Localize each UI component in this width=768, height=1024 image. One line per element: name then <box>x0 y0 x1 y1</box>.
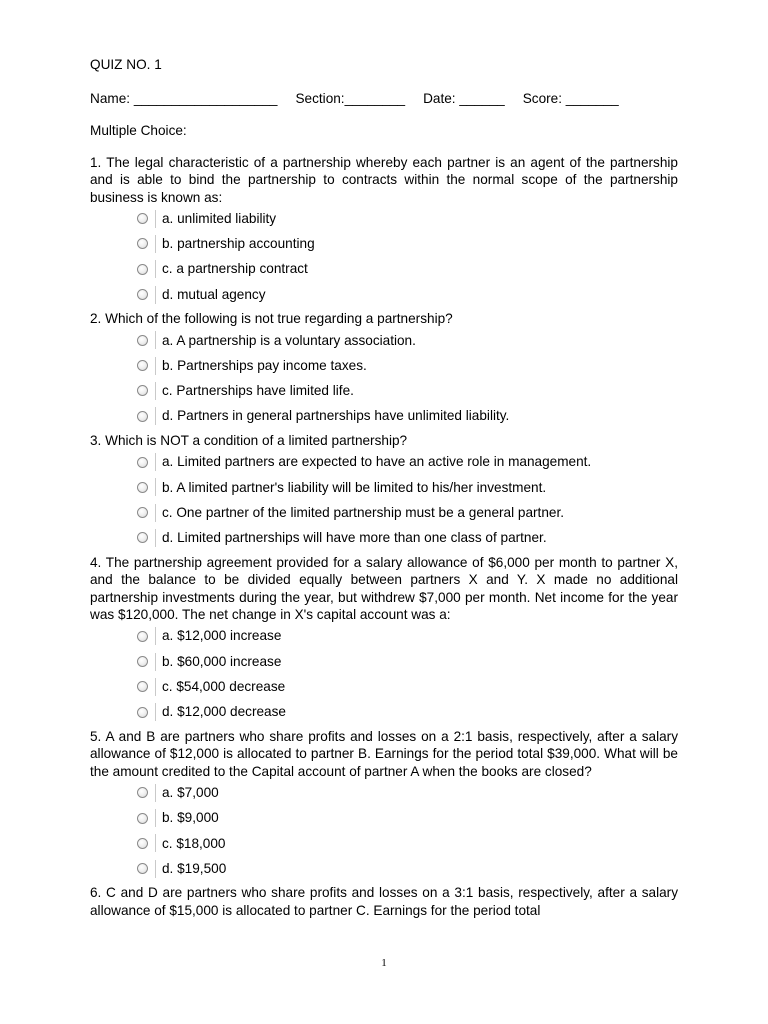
radio-button[interactable] <box>133 703 156 721</box>
radio-circle-icon <box>137 335 148 346</box>
answer-option-label: d. Partners in general partnerships have unlimited liability. <box>162 408 510 424</box>
question-text: 4. The partnership agreement provided for a salary allowance of $6,000 per month to partner X, and the balance to be divided equally between partners X and Y. X made no additional partnership investments during the year, but withdrew $7,000 per month. Net income for the year was $120,000. The net change in X's capital account was a: <box>90 554 678 623</box>
radio-button[interactable] <box>133 504 156 522</box>
radio-circle-icon <box>137 411 148 422</box>
answer-option[interactable] <box>133 206 678 231</box>
question-text: 2. Which of the following is not true regarding a partnership? <box>90 311 453 327</box>
question-text: 3. Which is NOT a condition of a limited partnership? <box>90 432 408 448</box>
answer-option-label: b. $9,000 <box>162 810 219 826</box>
radio-button[interactable] <box>133 407 156 425</box>
radio-circle-icon <box>137 656 148 667</box>
radio-circle-icon <box>137 457 148 468</box>
radio-button[interactable] <box>133 286 156 304</box>
radio-button[interactable] <box>133 478 156 496</box>
radio-circle-icon <box>137 863 148 874</box>
answer-options <box>133 206 678 307</box>
radio-circle-icon <box>137 360 148 371</box>
radio-circle-icon <box>137 838 148 849</box>
answer-options <box>133 624 678 725</box>
radio-circle-icon <box>137 532 148 543</box>
answer-option[interactable] <box>133 525 678 550</box>
radio-button[interactable] <box>133 331 156 349</box>
section-field[interactable]: Section:________ <box>295 90 406 106</box>
radio-button[interactable] <box>133 260 156 278</box>
answer-option-label: d. $12,000 decrease <box>162 704 286 720</box>
answer-option-label: a. A partnership is a voluntary association. <box>162 332 416 348</box>
radio-circle-icon <box>137 482 148 493</box>
radio-button[interactable] <box>133 453 156 471</box>
answer-option-label: a. unlimited liability <box>162 210 277 226</box>
answer-option[interactable] <box>133 328 678 353</box>
radio-circle-icon <box>137 213 148 224</box>
quiz-page <box>90 56 678 919</box>
radio-circle-icon <box>137 681 148 692</box>
radio-circle-icon <box>137 264 148 275</box>
question-list <box>90 154 678 920</box>
answer-option-label: a. $7,000 <box>162 785 219 801</box>
radio-button[interactable] <box>133 860 156 878</box>
radio-button[interactable] <box>133 809 156 827</box>
answer-option-label: d. $19,500 <box>162 861 227 877</box>
answer-option-label: d. Limited partnerships will have more than one class of partner. <box>162 530 547 546</box>
radio-button[interactable] <box>133 653 156 671</box>
answer-option-label: b. A limited partner's liability will be limited to his/her investment. <box>162 479 547 495</box>
answer-option[interactable] <box>133 831 678 856</box>
answer-option[interactable] <box>133 649 678 674</box>
radio-button[interactable] <box>133 382 156 400</box>
radio-button[interactable] <box>133 235 156 253</box>
answer-option[interactable] <box>133 780 678 805</box>
question-text: 6. C and D are partners who share profits and losses on a 3:1 basis, respectively, after a salary allowance of $15,000 is allocated to partner C. Earnings for the period total <box>90 885 678 918</box>
answer-options <box>133 780 678 881</box>
answer-option[interactable] <box>133 257 678 282</box>
answer-options <box>133 328 678 429</box>
quiz-title: QUIZ NO. 1 <box>90 57 162 72</box>
question-text: 5. A and B are partners who share profits and losses on a 2:1 basis, respectively, after a salary allowance of $12,000 is allocated to partner B. Earnings for the period total $39,000. What will be the amount credited to the Capital account of partner A when the books are closed? <box>90 728 678 779</box>
radio-circle-icon <box>137 631 148 642</box>
answer-option-label: c. a partnership contract <box>162 261 308 277</box>
radio-circle-icon <box>137 707 148 718</box>
answer-option[interactable] <box>133 674 678 699</box>
answer-option-label: c. $18,000 <box>162 835 226 851</box>
radio-button[interactable] <box>133 210 156 228</box>
radio-circle-icon <box>137 238 148 249</box>
answer-option-label: c. Partnerships have limited life. <box>162 383 354 399</box>
answer-option-label: c. One partner of the limited partnership must be a general partner. <box>162 504 564 520</box>
answer-option[interactable] <box>133 475 678 500</box>
answer-option[interactable] <box>133 404 678 429</box>
answer-option-label: c. $54,000 decrease <box>162 679 286 695</box>
answer-option[interactable] <box>133 231 678 256</box>
radio-button[interactable] <box>133 834 156 852</box>
student-info-line <box>90 90 678 108</box>
answer-option[interactable] <box>133 856 678 881</box>
answer-option[interactable] <box>133 449 678 474</box>
radio-button[interactable] <box>133 784 156 802</box>
answer-option-label: b. Partnerships pay income taxes. <box>162 357 367 373</box>
radio-button[interactable] <box>133 627 156 645</box>
answer-option[interactable] <box>133 806 678 831</box>
answer-option[interactable] <box>133 624 678 649</box>
date-field[interactable]: Date: ______ <box>423 90 505 106</box>
score-field[interactable]: Score: _______ <box>522 90 619 106</box>
section-heading: Multiple Choice: <box>90 123 187 138</box>
radio-button[interactable] <box>133 357 156 375</box>
radio-button[interactable] <box>133 678 156 696</box>
answer-option-label: b. partnership accounting <box>162 236 315 252</box>
answer-option-label: a. $12,000 increase <box>162 628 282 644</box>
answer-option[interactable] <box>133 282 678 307</box>
answer-option[interactable] <box>133 699 678 724</box>
radio-button[interactable] <box>133 529 156 547</box>
answer-options <box>133 449 678 550</box>
question-text: 1. The legal characteristic of a partnership whereby each partner is an agent of the partnership and is able to bind the partnership to contracts within the normal scope of the partnership business is known as: <box>90 154 678 205</box>
answer-option[interactable] <box>133 353 678 378</box>
answer-option[interactable] <box>133 378 678 403</box>
radio-circle-icon <box>137 289 148 300</box>
answer-option-label: d. mutual agency <box>162 286 266 302</box>
radio-circle-icon <box>137 385 148 396</box>
radio-circle-icon <box>137 813 148 824</box>
answer-option-label: b. $60,000 increase <box>162 653 282 669</box>
radio-circle-icon <box>137 787 148 798</box>
radio-circle-icon <box>137 507 148 518</box>
answer-option[interactable] <box>133 500 678 525</box>
answer-option-label: a. Limited partners are expected to have an active role in management. <box>162 454 592 470</box>
name-field[interactable]: Name: ___________________ <box>90 90 278 106</box>
page-number: 1 <box>381 957 387 969</box>
